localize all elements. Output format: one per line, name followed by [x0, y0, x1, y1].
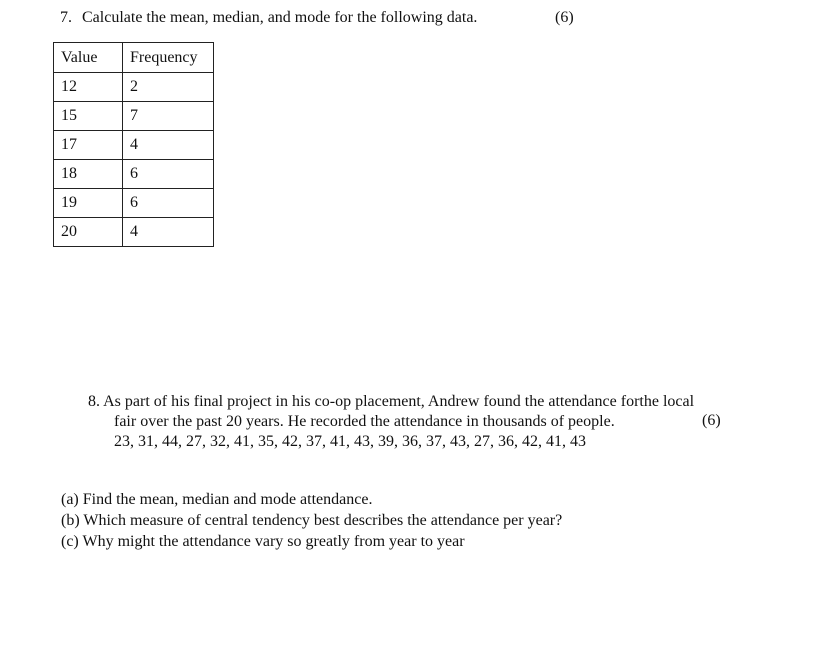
table-header-row	[54, 43, 214, 73]
question-8-marks: (6)	[702, 412, 721, 429]
question-7-marks: (6)	[555, 9, 574, 26]
table-cell-frequency: 7	[123, 102, 214, 131]
frequency-table	[53, 42, 214, 247]
question-7-number: 7.	[60, 9, 72, 26]
table-row	[54, 189, 214, 218]
table-row	[54, 160, 214, 189]
question-8-parts	[61, 489, 562, 552]
table-cell-frequency: 6	[123, 189, 214, 218]
table-cell-frequency: 4	[123, 131, 214, 160]
table-row	[54, 102, 214, 131]
table-cell-value: 15	[54, 102, 123, 131]
table-cell-frequency: 2	[123, 73, 214, 102]
question-8-part-b: (b) Which measure of central tendency best describes the attendance per year?	[61, 512, 563, 529]
question-8-line-1: 8. As part of his final project in his co-op placement, Andrew found the attendance forthe local	[88, 393, 695, 410]
table-cell-frequency: 4	[123, 218, 214, 247]
question-8-part-a: (a) Find the mean, median and mode attendance.	[61, 491, 373, 508]
table-cell-value: 12	[54, 73, 123, 102]
table-row	[54, 131, 214, 160]
table-cell-value: 19	[54, 189, 123, 218]
table-cell-value: 18	[54, 160, 123, 189]
table-header-frequency: Frequency	[123, 43, 214, 73]
table-cell-value: 20	[54, 218, 123, 247]
question-7-text: Calculate the mean, median, and mode for the following data.	[82, 9, 478, 26]
question-8-prompt	[88, 392, 768, 452]
question-8-part-c: (c) Why might the attendance vary so greatly from year to year	[61, 533, 465, 550]
question-8-data: 23, 31, 44, 27, 32, 41, 35, 42, 37, 41, 43, 39, 36, 37, 43, 27, 36, 42, 41, 43	[114, 433, 586, 450]
question-7-prompt	[60, 9, 477, 29]
table-header-value: Value	[54, 43, 123, 73]
table-cell-frequency: 6	[123, 160, 214, 189]
table-row	[54, 73, 214, 102]
question-8-line-2: fair over the past 20 years. He recorded the attendance in thousands of people.	[114, 413, 615, 430]
table-row	[54, 218, 214, 247]
table-cell-value: 17	[54, 131, 123, 160]
